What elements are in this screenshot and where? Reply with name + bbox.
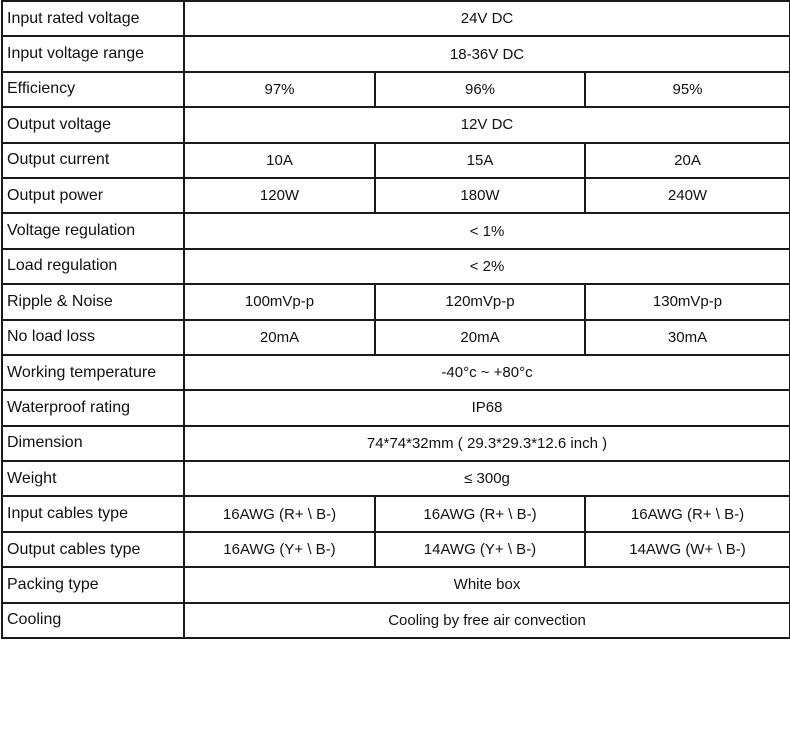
row-label: Output voltage <box>2 107 184 142</box>
table-row <box>2 213 790 248</box>
row-value: 20mA <box>375 320 585 355</box>
row-value: 16AWG (Y+ \ B-) <box>184 532 375 567</box>
spec-table-body <box>2 1 790 638</box>
row-value: 16AWG (R+ \ B-) <box>184 496 375 531</box>
row-value: ≤ 300g <box>184 461 790 496</box>
table-row <box>2 461 790 496</box>
row-value: 74*74*32mm ( 29.3*29.3*12.6 inch ) <box>184 426 790 461</box>
row-label: Efficiency <box>2 72 184 107</box>
row-value: 16AWG (R+ \ B-) <box>585 496 790 531</box>
row-label: Output current <box>2 143 184 178</box>
table-row <box>2 178 790 213</box>
table-row <box>2 249 790 284</box>
row-label: Ripple & Noise <box>2 284 184 319</box>
row-value: 20mA <box>184 320 375 355</box>
row-value: 120W <box>184 178 375 213</box>
row-label: Waterproof rating <box>2 390 184 425</box>
row-value: 240W <box>585 178 790 213</box>
row-value: 10A <box>184 143 375 178</box>
table-row <box>2 567 790 602</box>
row-value: 95% <box>585 72 790 107</box>
row-value: 96% <box>375 72 585 107</box>
row-value: 120mVp-p <box>375 284 585 319</box>
row-label: Cooling <box>2 603 184 638</box>
row-value: 12V DC <box>184 107 790 142</box>
row-value: 16AWG (R+ \ B-) <box>375 496 585 531</box>
row-value: -40°c ~ +80°c <box>184 355 790 390</box>
row-value: 20A <box>585 143 790 178</box>
row-value: < 1% <box>184 213 790 248</box>
row-value: 180W <box>375 178 585 213</box>
row-label: Output power <box>2 178 184 213</box>
row-value: 130mVp-p <box>585 284 790 319</box>
row-value: 100mVp-p <box>184 284 375 319</box>
row-label: Input cables type <box>2 496 184 531</box>
table-row <box>2 36 790 71</box>
table-row <box>2 355 790 390</box>
row-label: No load loss <box>2 320 184 355</box>
row-value: IP68 <box>184 390 790 425</box>
row-value: 14AWG (Y+ \ B-) <box>375 532 585 567</box>
row-value: 97% <box>184 72 375 107</box>
row-value: 14AWG (W+ \ B-) <box>585 532 790 567</box>
table-row <box>2 390 790 425</box>
row-label: Dimension <box>2 426 184 461</box>
row-label: Load regulation <box>2 249 184 284</box>
row-label: Input voltage range <box>2 36 184 71</box>
row-value: 15A <box>375 143 585 178</box>
table-row <box>2 426 790 461</box>
row-value: White box <box>184 567 790 602</box>
table-row <box>2 107 790 142</box>
row-label: Output cables type <box>2 532 184 567</box>
table-row <box>2 496 790 531</box>
row-value: 18-36V DC <box>184 36 790 71</box>
row-value: Cooling by free air convection <box>184 603 790 638</box>
row-label: Working temperature <box>2 355 184 390</box>
table-row <box>2 532 790 567</box>
table-row <box>2 284 790 319</box>
table-row <box>2 1 790 36</box>
table-row <box>2 72 790 107</box>
row-label: Weight <box>2 461 184 496</box>
row-value: 24V DC <box>184 1 790 36</box>
table-row <box>2 320 790 355</box>
row-value: < 2% <box>184 249 790 284</box>
row-label: Input rated voltage <box>2 1 184 36</box>
spec-table <box>1 0 790 639</box>
table-row <box>2 603 790 638</box>
row-label: Packing type <box>2 567 184 602</box>
table-row <box>2 143 790 178</box>
row-label: Voltage regulation <box>2 213 184 248</box>
row-value: 30mA <box>585 320 790 355</box>
